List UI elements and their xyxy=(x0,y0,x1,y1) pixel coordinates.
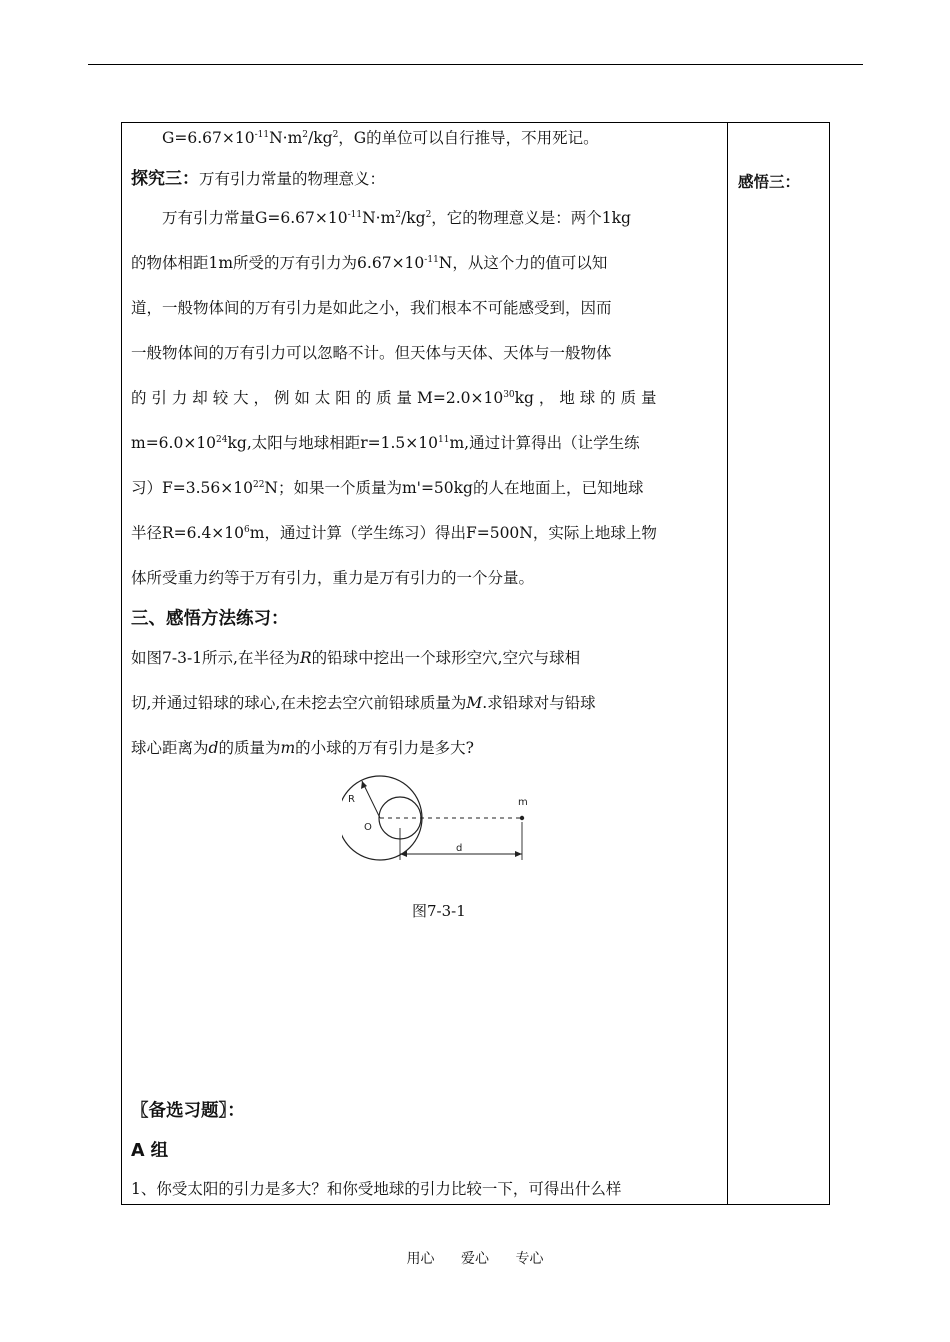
dim-arrow-left xyxy=(400,851,407,857)
lesson-table xyxy=(121,122,830,1205)
main-column xyxy=(131,123,719,763)
dim-arrow-right xyxy=(515,851,522,857)
formula-line: $G=6.67\times 10^{-11}N\cdot m^2/kg^2$，G的单位可以自行推导，不用死记。 xyxy=(162,129,599,147)
extra-exercises-heading: 〖备选习题〗： xyxy=(131,1101,245,1121)
page-footer xyxy=(0,1248,950,1268)
radius-arrowhead xyxy=(361,781,367,789)
section-3-heading: 探究三：万有引力常量的物理意义： xyxy=(131,169,386,189)
label-m: m xyxy=(518,797,528,808)
side-label: 感悟三： xyxy=(738,173,801,191)
sphere-cavity-diagram xyxy=(342,768,542,878)
label-R: R xyxy=(348,794,355,805)
practice-heading: 三、感悟方法练习： xyxy=(131,609,289,629)
column-divider xyxy=(727,123,728,1204)
label-d: d xyxy=(456,843,463,854)
footer-word-1: 用心 xyxy=(406,1251,435,1267)
group-a-heading: A 组 xyxy=(131,1141,169,1161)
footer-word-3: 专心 xyxy=(515,1251,544,1267)
constant-meaning-paragraph: 万有引力常量$G=6.67\times 10^{-11}N\cdot m^2/kg^2$，它的物理意义是：两个1kg 的物体相距1m所受的万有引力为$6.67\times 10^{-11}N$，从这个力的值可以知 道，一般物体间的万有引力是如此之小，我们根本不可能感受到，因而 一般物体间的万有引力可以忽略不计。但天体与天体、天体与一般物体 的 引 力 却 较 大 ， 例 如 太 阳 的 质 量 $M=2.0\times 10^{30}kg$ ， 地 球 的 质 量 $m=6.0\times 10^{24}kg$,太阳与地球相距$r=1.5\times 10^{11}m$,通过计算得出（让学生练 习）$F=3.56\times 10^{22}N$；如果一个质量为m'=50kg的人在地面上，已知地球 半径$R=6.4\times 10^6m$，通过计算（学生练习）得出F=500N，实际上地球上物 体所受重力约等于万有引力，重力是万有引力的一个分量。 xyxy=(131,209,657,587)
header-rule xyxy=(88,64,863,65)
question-1: 1、你受太阳的引力是多大？和你受地球的引力比较一下，可得出什么样 xyxy=(131,1180,622,1198)
figure-7-3-1 xyxy=(342,768,542,882)
figure-caption: 图7-3-1 xyxy=(412,902,466,920)
footer-word-2: 爱心 xyxy=(461,1251,489,1267)
small-ball-m xyxy=(520,816,524,820)
label-O: O xyxy=(364,822,372,833)
problem-text: 如图7-3-1所示,在半径为R的铅球中挖出一个球形空穴,空穴与球相 切,并通过铅球的球心,在未挖去空穴前铅球质量为M.求铅球对与铅球 球心距离为d的质量为m的小球的万有引力是多大? xyxy=(131,649,596,757)
